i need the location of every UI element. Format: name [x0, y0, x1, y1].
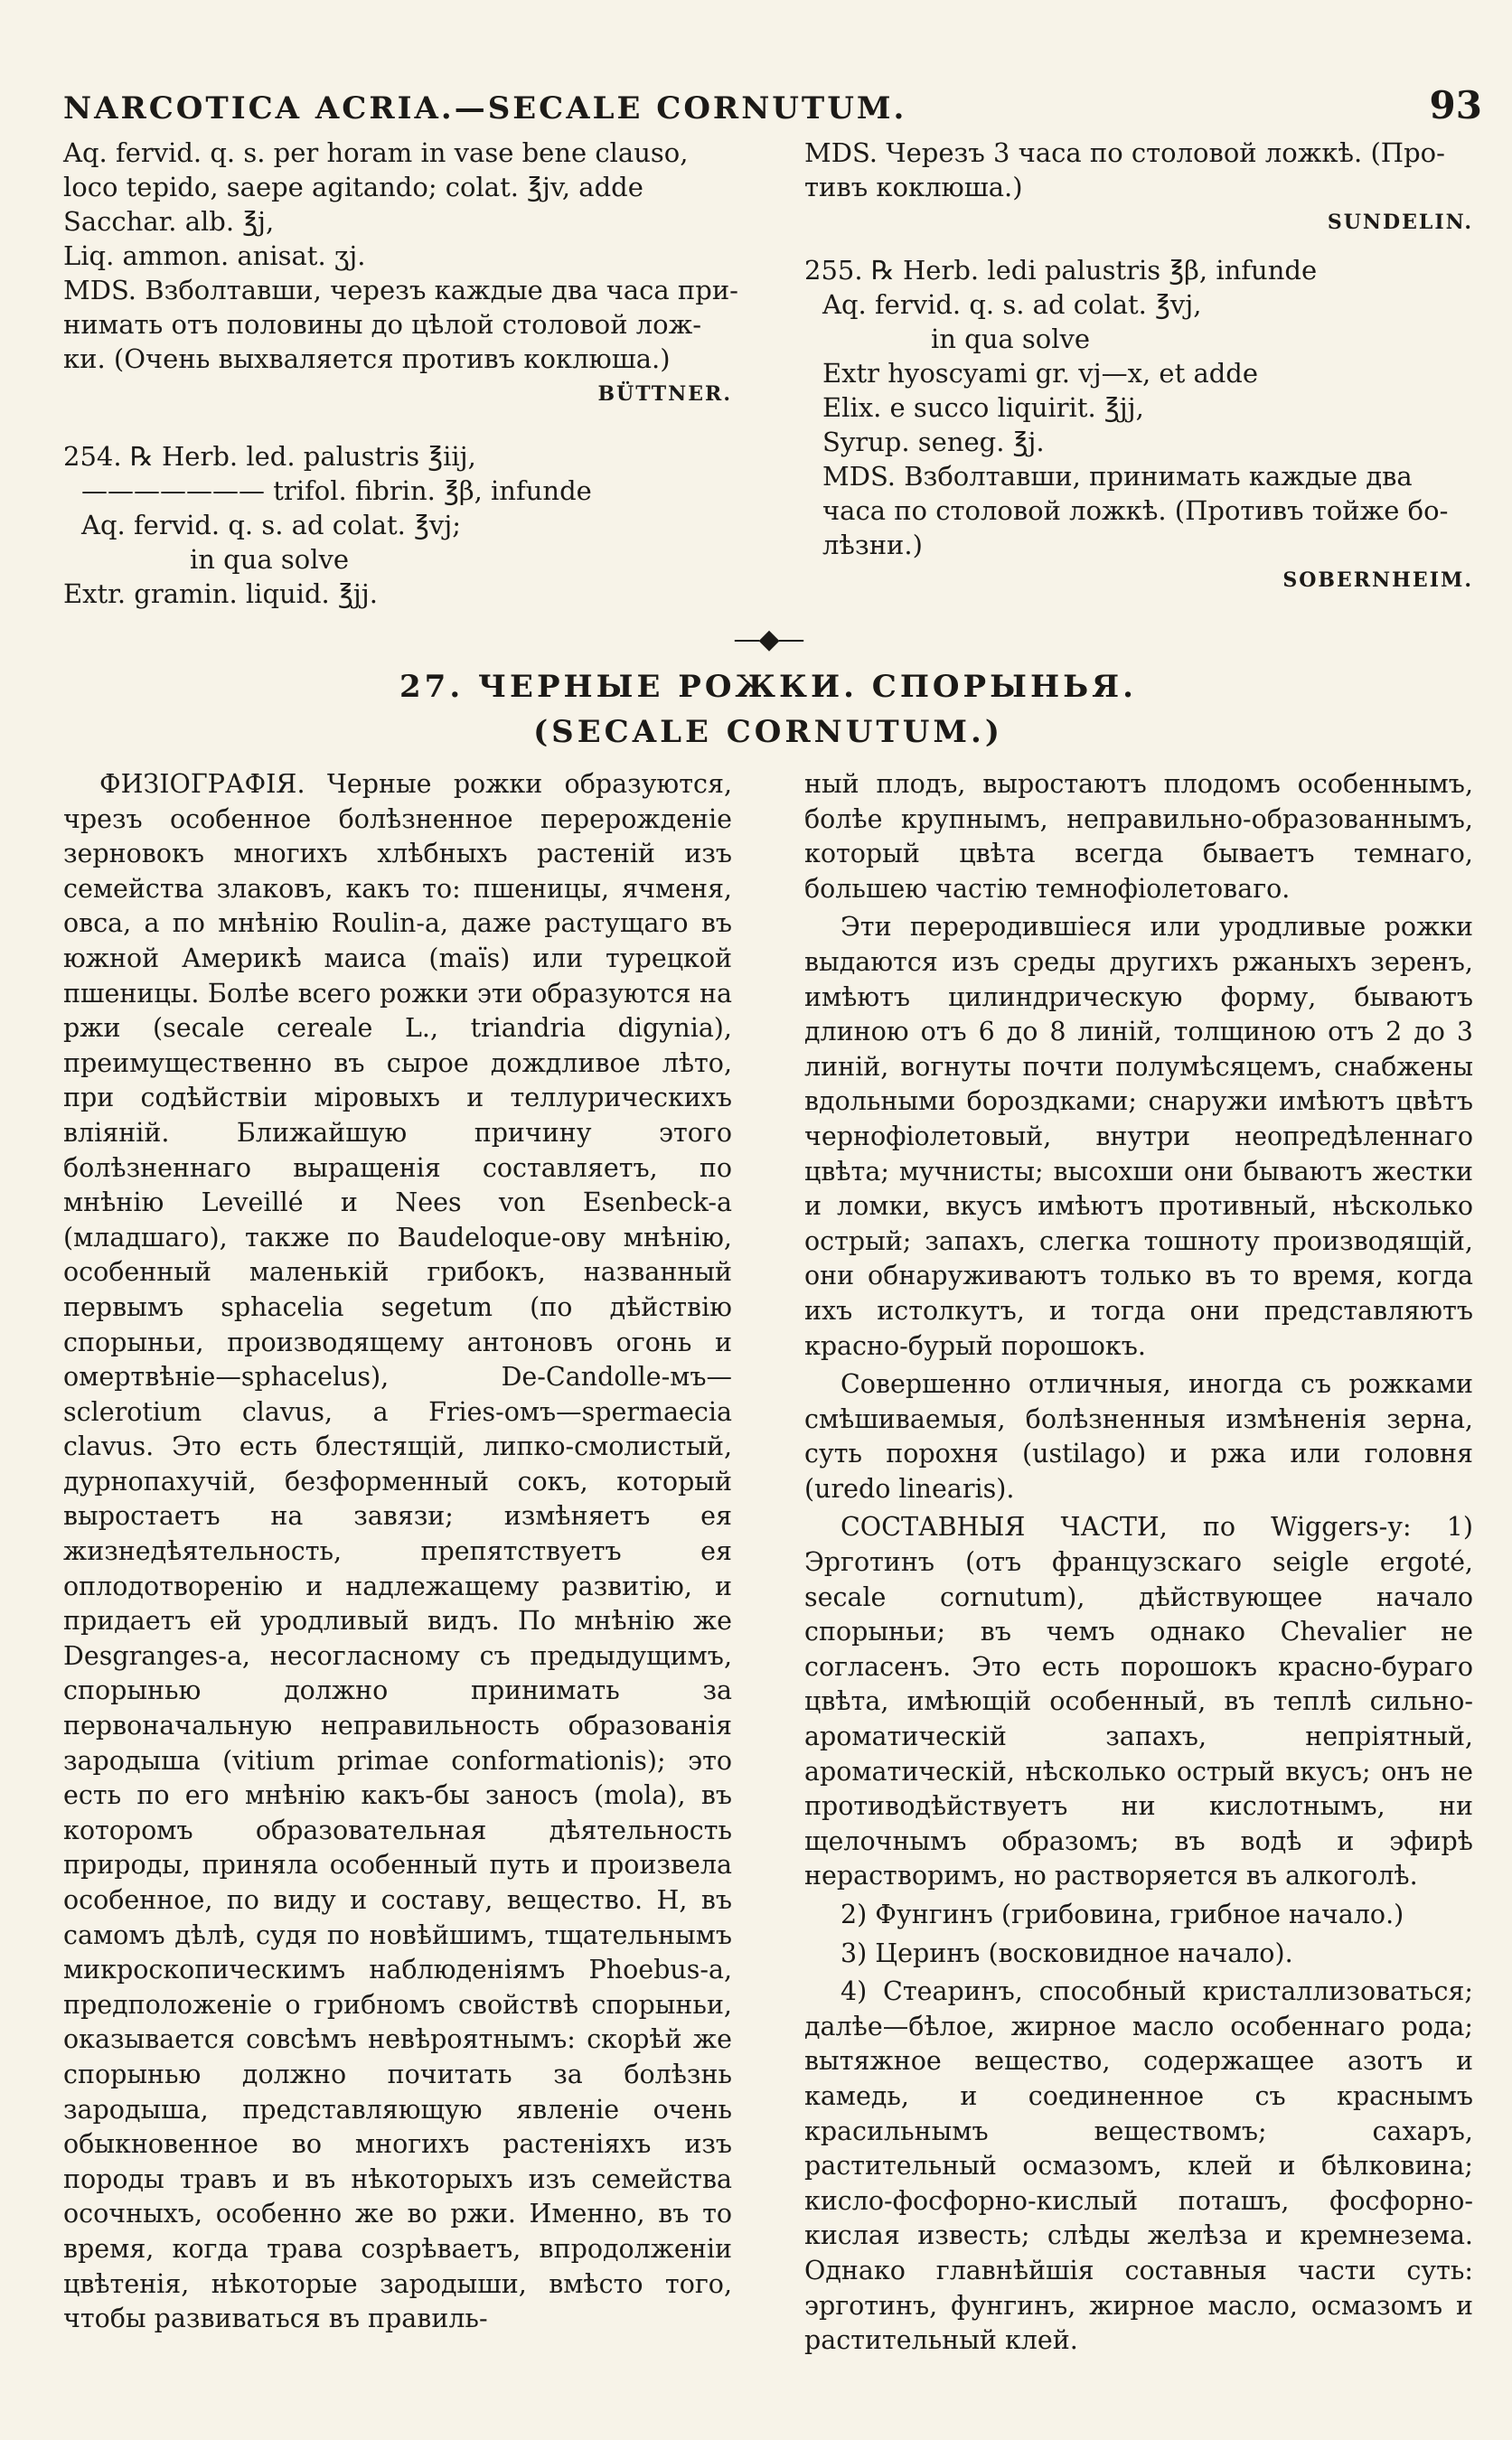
paragraph: ный плодъ, выростаютъ плодомъ особеннымъ, болѣе крупнымъ, неправильно-образованнымъ, который цвѣта всегда бываетъ темнаго, большею частію темнофіолетоваго. [804, 769, 1473, 904]
prescription-line: часа по столовой ложкѣ. (Противъ тойже бо- [822, 495, 1449, 526]
paragraph: Совершенно отличныя, иногда съ рожками смѣшиваемыя, болѣзненныя измѣненія зерна, суть порохня (ustilago) и ржа или головня (uredo linearis). [804, 1369, 1473, 1504]
article-body [63, 767, 1473, 2362]
paragraph: 3) Церинъ (восковидное начало). [841, 1938, 1293, 1968]
prescriptions-right-column [804, 136, 1473, 611]
section-title: 27. ЧЕРНЫЕ РОЖКИ. СПОРЫНЬЯ. [399, 669, 1137, 705]
page-number: 93 [1429, 83, 1482, 127]
section-subtitle: (SECALE CORNUTUM.) [533, 714, 1003, 750]
prescription-line: loco tepido, saepe agitando; colat. ℥jv, adde [63, 172, 643, 202]
paragraph: Эти переродившіеся или уродливые рожки выдаются изъ среды другихъ ржаныхъ зеренъ, имѣютъ цилиндрическую форму, бываютъ длиною отъ 6 до 8 линій, толщиною отъ 2 до 3 линій, вогнуты почти полумѣсяцемъ, снабжены вдольными бороздками; снаружи имѣютъ цвѣтъ чернофіолетовый, внутри неопредѣленнаго цвѣта; мучнисты; высохши они бываютъ жестки и ломки, вкусъ имѣютъ противный, нѣсколько острый; запахъ, слегка тошноту производящій, они обнаруживаютъ только въ то время, когда ихъ истолкутъ, и тогда они представляютъ красно-бурый порошокъ. [804, 912, 1473, 1361]
prescription-line: ки. (Очень выхваляется противъ коклюша.) [63, 343, 671, 374]
prescription-line: Aq. fervid. q. s. per horam in vase bene clauso, [63, 137, 689, 168]
prescription-line: Aq. fervid. q. s. ad colat. ℥vj, [822, 289, 1202, 320]
paragraph: 4) Стеаринъ, способный кристаллизоваться; далѣе—бѣлое, жирное масло особеннаго рода; вытяжное вещество, содержащее азотъ и камедь, и соединенное съ краснымъ красильнымъ веществомъ; сахаръ, растительный осмазомъ, клей и бѣлковина; кисло-фосфорно-кислый поташъ, фосфорно-кислая известь; слѣды желѣза и кремнезема. Однако главнѣйшія составныя части суть: эрготинъ, фунгинъ, жирное масло, осмазомъ и растительный клей. [804, 1976, 1473, 2356]
prescription-line: 254. ℞ Herb. led. palustris ℥iij, [63, 441, 476, 472]
prescription-line: тивъ коклюша.) [804, 172, 1023, 202]
article-left-column [63, 767, 732, 2362]
author-signature: BÜTTNER. [597, 382, 732, 406]
prescription-line: MDS. Взболтавши, черезъ каждые два часа при- [63, 275, 738, 305]
prescriptions-section [63, 136, 1473, 611]
section-divider: —◆— [733, 624, 803, 655]
paragraph: СОСТАВНЫЯ ЧАСТИ, по Wiggers-у: 1) Эрготинъ (отъ французскаго seigle ergoté, secale cornutum), дѣйствующее начало спорыньи; въ чемъ однако Chevalier не согласенъ. Это есть порошокъ красно-бураго цвѣта, имѣющій особенный, въ теплѣ сильно-ароматическій запахъ, непріятный, ароматическій, нѣсколько острый вкусъ; онъ не противодѣйствуетъ ни кислотнымъ, ни щелочнымъ образомъ; въ водѣ и эфирѣ нерастворимъ, но растворяется въ алкоголѣ. [804, 1512, 1473, 1891]
book-page [63, 81, 1482, 2362]
paragraph: ФИЗІОГРАФІЯ. Черные рожки образуются, чрезъ особенное болѣзненное перерожденіе зерновокъ многихъ хлѣбныхъ растеній изъ семейства злаковъ, какъ то: пшеницы, ячменя, овса, а по мнѣнію Roulin-а, даже растущаго въ южной Америкѣ маиса (maïs) или турецкой пшеницы. Болѣе всего рожки эти образуются на ржи (secale cereale L., triandria digynia), преимущественно въ сырое дождливое лѣто, при содѣйствіи міровыхъ и теллурическихъ вліяній. Ближайшую причину этого болѣзненнаго выращенія составляетъ, по мнѣнію Leveillé и Nees von Esenbeck-а (младшаго), также по Baudeloque-ову мнѣнію, особенный маленькій грибокъ, названный первымъ sphacelia segetum (по дѣйствію спорыньи, производящему антоновъ огонь и омертвѣніе—sphacelus), De-Candolle-мъ—sclerotium clavus, а Fries-омъ—spermaecia clavus. Это есть блестящій, липко-смолистый, дурнопахучій, безформенный сокъ, который выростаетъ на завязи; измѣняетъ ея жизнедѣятельность, препятствуетъ ея оплодотворенію и надлежащему развитію, и придаетъ ей уродливый видъ. По мнѣнію же Desgranges-а, несогласному съ предыдущимъ, спорынью должно принимать за первоначальную неправильность образованія зародыша (vitium primae conformationis); это есть по его мнѣнію какъ-бы заносъ (mola), въ которомъ образовательная дѣятельность природы, приняла особенный путь и произвела особенное, по виду и составу, вещество. Н, въ самомъ дѣлѣ, судя по новѣйшимъ, тщательнымъ микроскопическимъ наблюденіямъ Phoebus-а, предположеніе о грибномъ свойствѣ спорыньи, оказывается совсѣмъ невѣроятнымъ: скорѣй же спорынью должно почитать за болѣзнь зародыша, представляющую явленіе очень обыкновенное во многихъ растеніяхъ изъ породы травъ и въ нѣкоторыхъ изъ семейства осочныхъ, особенно же во ржи. Именно, въ то время, когда трава созрѣваетъ, впродолженіи цвѣтенія, нѣкоторые зародыши, вмѣсто того, чтобы развиваться въ правиль- [63, 769, 732, 2334]
prescription-line: MDS. Черезъ 3 часа по столовой ложкѣ. (Про- [804, 137, 1445, 168]
prescription-line: Liq. ammon. anisat. ʒj. [63, 240, 366, 271]
author-signature: SOBERNHEIM. [1282, 568, 1473, 592]
prescription-line: in qua solve [190, 544, 350, 575]
prescription-line: ——————— trifol. fibrin. ℥β, infunde [81, 475, 592, 506]
prescription-255 [804, 253, 1473, 562]
prescription-line: Sacchar. alb. ℥j, [63, 206, 275, 237]
prescription-line: Syrup. seneg. ℥j. [822, 427, 1045, 457]
prescription-line: Extr. gramin. liquid. ℥jj. [63, 578, 378, 609]
page-header [63, 81, 1482, 136]
author-signature: SUNDELIN. [1327, 211, 1473, 234]
article-right-column [804, 767, 1473, 2362]
prescriptions-left-column [63, 136, 738, 611]
prescription-continuation [63, 136, 738, 376]
running-title: NARCOTICA ACRIA.—SECALE CORNUTUM. [63, 90, 907, 127]
prescription-line: лѣзни.) [822, 530, 923, 560]
prescription-line: Elix. e succo liquirit. ℥jj, [822, 392, 1144, 423]
paragraph: 2) Фунгинъ (грибовина, грибное начало.) [841, 1900, 1404, 1929]
prescription-line: Extr hyoscyami gr. vj—x, et adde [822, 358, 1259, 389]
prescription-line: 255. ℞ Herb. ledi palustris ℥β, infunde [804, 255, 1318, 286]
prescription-line: нимать отъ половины до цѣлой столовой лож- [63, 309, 702, 340]
prescription-254 [63, 439, 732, 611]
prescription-line: in qua solve [931, 324, 1091, 354]
prescription-line: MDS. Взболтавши, принимать каждые два [822, 461, 1413, 492]
prescription-continuation [804, 136, 1473, 204]
prescription-line: Aq. fervid. q. s. ad colat. ℥vj; [81, 510, 462, 540]
